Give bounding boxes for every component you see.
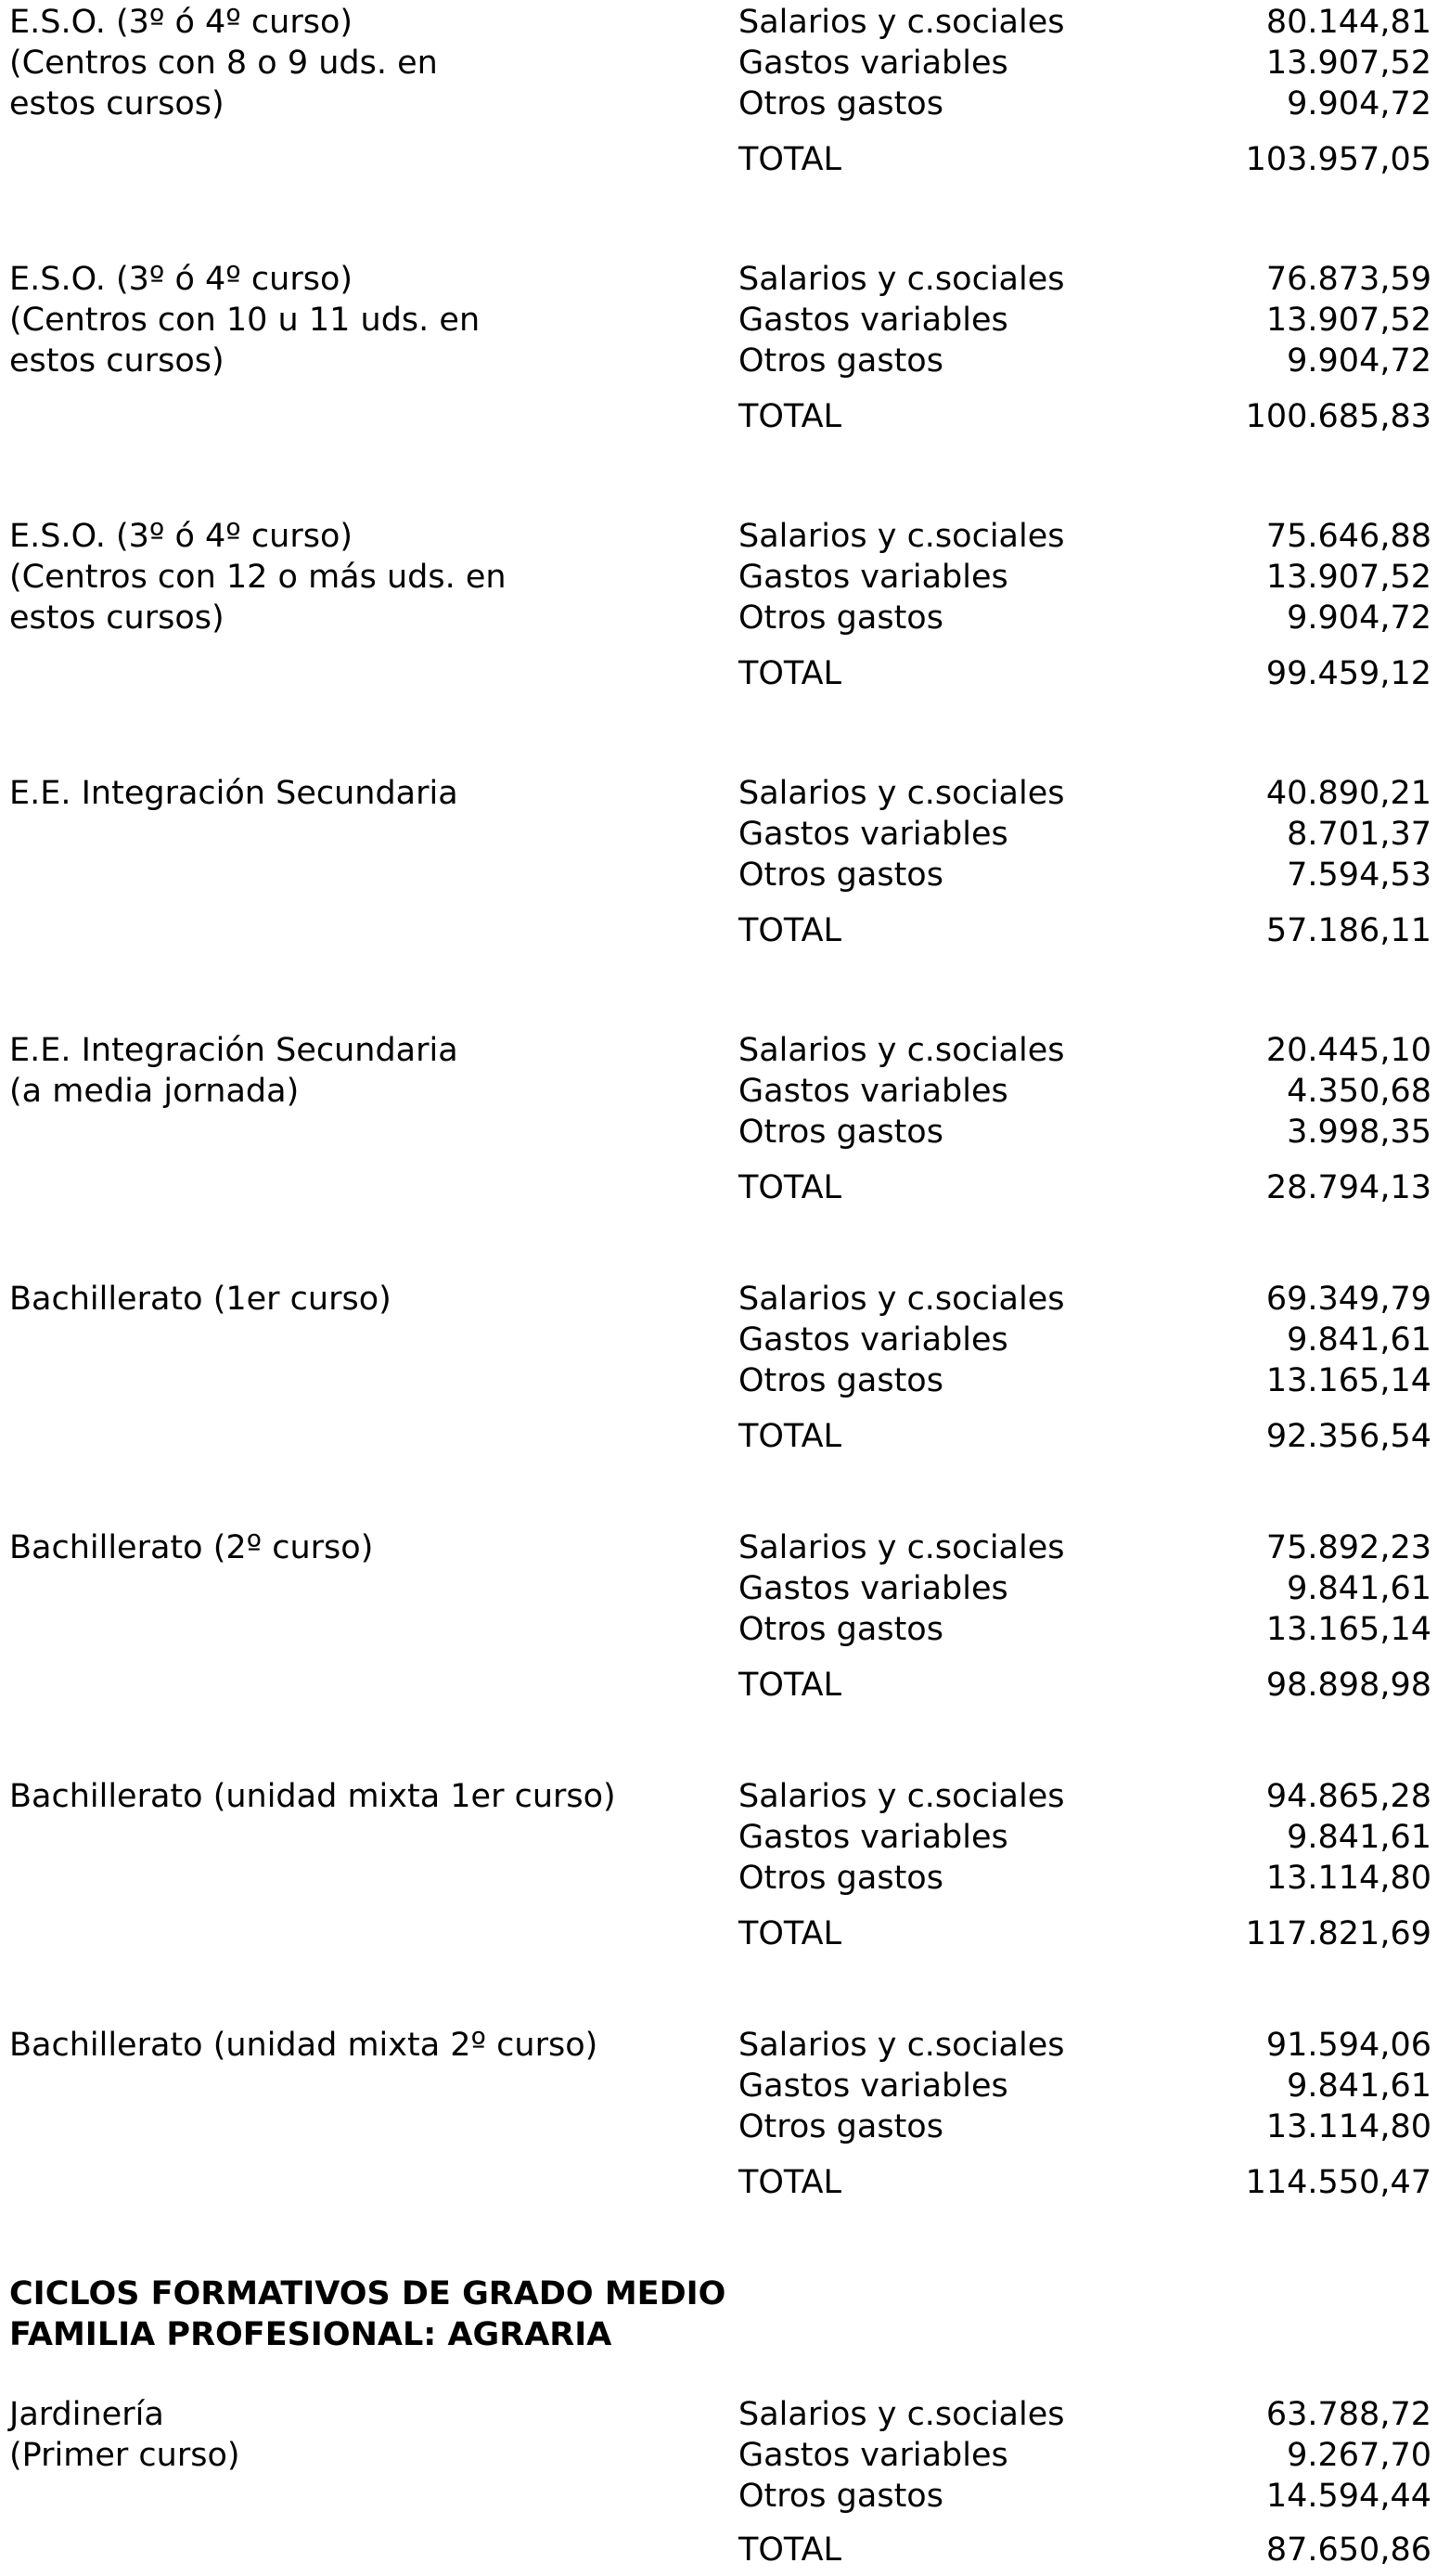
cost-concept: Salarios y c.sociales [738,2027,1065,2064]
cost-amount: 9.267,70 [1287,2437,1431,2474]
cost-concept: Salarios y c.sociales [738,1281,1065,1318]
cost-amount: 13.165,14 [1265,1611,1431,1648]
total-amount: 100.685,83 [1245,398,1431,435]
cost-concept: Otros gastos [738,1114,943,1151]
cost-amount: 8.701,37 [1287,816,1431,853]
cost-amount: 13.907,52 [1265,302,1431,339]
cost-amount: 63.788,72 [1265,2396,1431,2433]
cost-concept: Gastos variables [738,1073,1008,1110]
cost-concept: Otros gastos [738,2108,943,2145]
cost-concept: Otros gastos [738,2478,943,2515]
cost-amount: 75.892,23 [1265,1529,1431,1566]
cost-amount: 13.907,52 [1265,45,1431,82]
entry-label-line: E.E. Integración Secundaria [9,1032,458,1069]
cost-amount: 94.865,28 [1265,1778,1431,1815]
cost-concept: Otros gastos [738,1362,943,1399]
cost-amount: 9.904,72 [1287,342,1431,380]
entry-label-line: E.E. Integración Secundaria [9,775,458,812]
entry-label-line: estos cursos) [9,85,225,122]
cost-concept: Salarios y c.sociales [738,261,1065,298]
cost-amount: 40.890,21 [1265,775,1431,812]
cost-amount: 14.594,44 [1265,2478,1431,2515]
cost-amount: 9.841,61 [1287,1819,1431,1856]
entry-label-line: (Centros con 10 u 11 uds. en [9,302,481,339]
cost-concept: Salarios y c.sociales [738,2396,1065,2433]
total-label: TOTAL [738,655,842,692]
cost-amount: 76.873,59 [1265,261,1431,298]
total-label: TOTAL [738,1418,842,1455]
cost-amount: 69.349,79 [1265,1281,1431,1318]
cost-concept: Salarios y c.sociales [738,1032,1065,1069]
cost-amount: 9.904,72 [1287,599,1431,637]
cost-concept: Gastos variables [738,45,1008,82]
total-label: TOTAL [738,1667,842,1704]
cost-concept: Salarios y c.sociales [738,4,1065,41]
cost-concept: Salarios y c.sociales [738,775,1065,812]
cost-amount: 91.594,06 [1265,2027,1431,2064]
cost-concept: Gastos variables [738,816,1008,853]
cost-concept: Salarios y c.sociales [738,518,1065,555]
entry-label-line: estos cursos) [9,599,225,637]
entry-label-line: (Primer curso) [9,2437,240,2474]
total-label: TOTAL [738,398,842,435]
cost-concept: Otros gastos [738,85,943,122]
entry-label-line: (Centros con 8 o 9 uds. en [9,45,438,82]
cost-amount: 9.841,61 [1287,1570,1431,1607]
cost-concept: Gastos variables [738,1819,1008,1856]
cost-amount: 80.144,81 [1265,4,1431,41]
cost-concept: Salarios y c.sociales [738,1778,1065,1815]
total-amount: 57.186,11 [1265,912,1431,949]
cost-amount: 13.114,80 [1265,1860,1431,1897]
cost-concept: Otros gastos [738,1611,943,1648]
cost-amount: 4.350,68 [1287,1073,1431,1110]
total-amount: 114.550,47 [1245,2164,1431,2201]
entry-label-line: (Centros con 12 o más uds. en [9,559,507,596]
entry-label-line: E.S.O. (3º ó 4º curso) [9,518,353,555]
total-amount: 117.821,69 [1245,1915,1431,1952]
cost-amount: 20.445,10 [1265,1032,1431,1069]
cost-concept: Gastos variables [738,2437,1008,2474]
cost-concept: Otros gastos [738,857,943,894]
total-amount: 98.898,98 [1265,1667,1431,1704]
entry-label-line: Bachillerato (1er curso) [9,1281,391,1318]
cost-amount: 3.998,35 [1287,1114,1431,1151]
cost-concept: Gastos variables [738,559,1008,596]
entry-label-line: Bachillerato (2º curso) [9,1529,374,1566]
total-amount: 28.794,13 [1265,1169,1431,1206]
entry-label-line: Bachillerato (unidad mixta 1er curso) [9,1778,616,1815]
cost-amount: 13.907,52 [1265,559,1431,596]
entry-label-line: Bachillerato (unidad mixta 2º curso) [9,2027,598,2064]
total-amount: 92.356,54 [1265,1418,1431,1455]
cost-concept: Gastos variables [738,2067,1008,2105]
total-label: TOTAL [738,2164,842,2201]
cost-concept: Salarios y c.sociales [738,1529,1065,1566]
total-label: TOTAL [738,141,842,178]
cost-concept: Gastos variables [738,1321,1008,1359]
total-amount: 103.957,05 [1245,141,1431,178]
cost-amount: 9.904,72 [1287,85,1431,122]
total-label: TOTAL [738,2531,842,2569]
section-heading-line: FAMILIA PROFESIONAL: AGRARIA [9,2316,612,2353]
total-label: TOTAL [738,1915,842,1952]
entry-label-line: E.S.O. (3º ó 4º curso) [9,261,353,298]
cost-amount: 13.114,80 [1265,2108,1431,2145]
cost-concept: Gastos variables [738,302,1008,339]
cost-amount: 13.165,14 [1265,1362,1431,1399]
entry-label-line: Jardinería [9,2396,164,2433]
cost-concept: Otros gastos [738,599,943,637]
entry-label-line: (a media jornada) [9,1073,300,1110]
entry-label-line: estos cursos) [9,342,225,380]
cost-amount: 75.646,88 [1265,518,1431,555]
cost-concept: Otros gastos [738,342,943,380]
total-amount: 87.650,86 [1265,2531,1431,2569]
cost-amount: 7.594,53 [1287,857,1431,894]
total-amount: 99.459,12 [1265,655,1431,692]
cost-concept: Gastos variables [738,1570,1008,1607]
cost-amount: 9.841,61 [1287,1321,1431,1359]
cost-concept: Otros gastos [738,1860,943,1897]
section-heading-line: CICLOS FORMATIVOS DE GRADO MEDIO [9,2275,726,2312]
total-label: TOTAL [738,912,842,949]
total-label: TOTAL [738,1169,842,1206]
entry-label-line: E.S.O. (3º ó 4º curso) [9,4,353,41]
cost-amount: 9.841,61 [1287,2067,1431,2105]
